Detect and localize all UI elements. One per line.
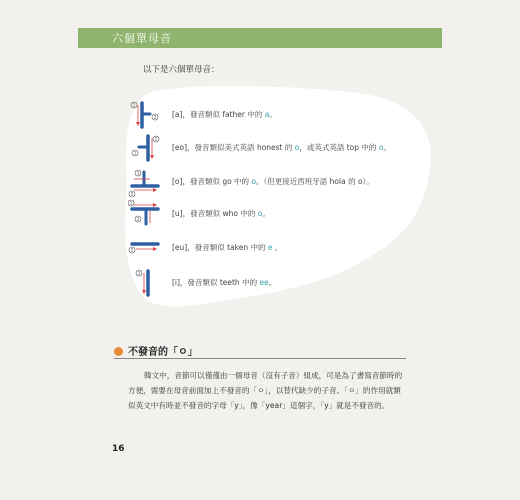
vowel-row-a: [128, 100, 418, 130]
vowel-o-desc: [o]，發音類似 go 中的 o。（但更接近西班牙語 hola 的 o）。: [172, 177, 374, 186]
svg-text:1: 1: [136, 170, 140, 176]
svg-text:1: 1: [133, 150, 137, 156]
vowel-i-desc: [i]，發音類似 teeth 中的 ee。: [172, 278, 277, 287]
vowel-eo-glyph: [128, 133, 164, 163]
vowel-row-i: [128, 268, 418, 298]
page-number: 16: [112, 444, 125, 454]
svg-text:1: 1: [129, 200, 133, 206]
vowel-row-eu: [128, 233, 418, 263]
vowel-u-desc: [u]，發音類似 who 中的 o。: [172, 209, 270, 218]
vowel-row-u: [128, 199, 418, 229]
vowel-i-glyph: [128, 268, 164, 298]
vowel-row-o: [128, 167, 418, 197]
chapter-title: 六個單母音: [112, 32, 172, 45]
vowel-a-desc: [a]，發音類似 father 中的 a。: [172, 110, 277, 119]
vowel-eo-desc: [eo]，發音類似美式英語 honest 的 o，或英式英語 top 中的 o。: [172, 143, 391, 152]
svg-text:1: 1: [137, 270, 141, 276]
vowel-row-eo: [128, 133, 418, 163]
svg-text:2: 2: [154, 136, 158, 142]
section-title: 不發音的「ㅇ」: [128, 347, 198, 358]
body-paragraph: 韓文中，音節可以僅僅由一個母音（沒有子音）組成，可是為了書寫音節時的方便，需要在母音前面加上不發音的「ㅇ」，以替代缺少的子音。「ㅇ」的作用就類似英文中有時並不發音的字母「y」，像「year」這個字，「y」就是不發音的。: [128, 371, 403, 410]
vowel-u-glyph: [128, 199, 164, 229]
vowel-eu-glyph: [128, 233, 164, 263]
svg-text:2: 2: [136, 216, 140, 222]
vowel-o-glyph: [128, 167, 164, 197]
vowel-eu-desc: [eu]，發音類似 taken 中的 e 。: [172, 243, 283, 252]
svg-text:2: 2: [153, 114, 157, 120]
svg-text:1: 1: [132, 102, 136, 108]
section-bullet-icon: [114, 347, 123, 356]
intro-text: 以下是六個單母音：: [143, 65, 220, 75]
section-divider: [114, 358, 406, 359]
vowel-a-glyph: [128, 100, 164, 130]
svg-text:2: 2: [130, 191, 134, 197]
svg-text:1: 1: [130, 247, 134, 253]
